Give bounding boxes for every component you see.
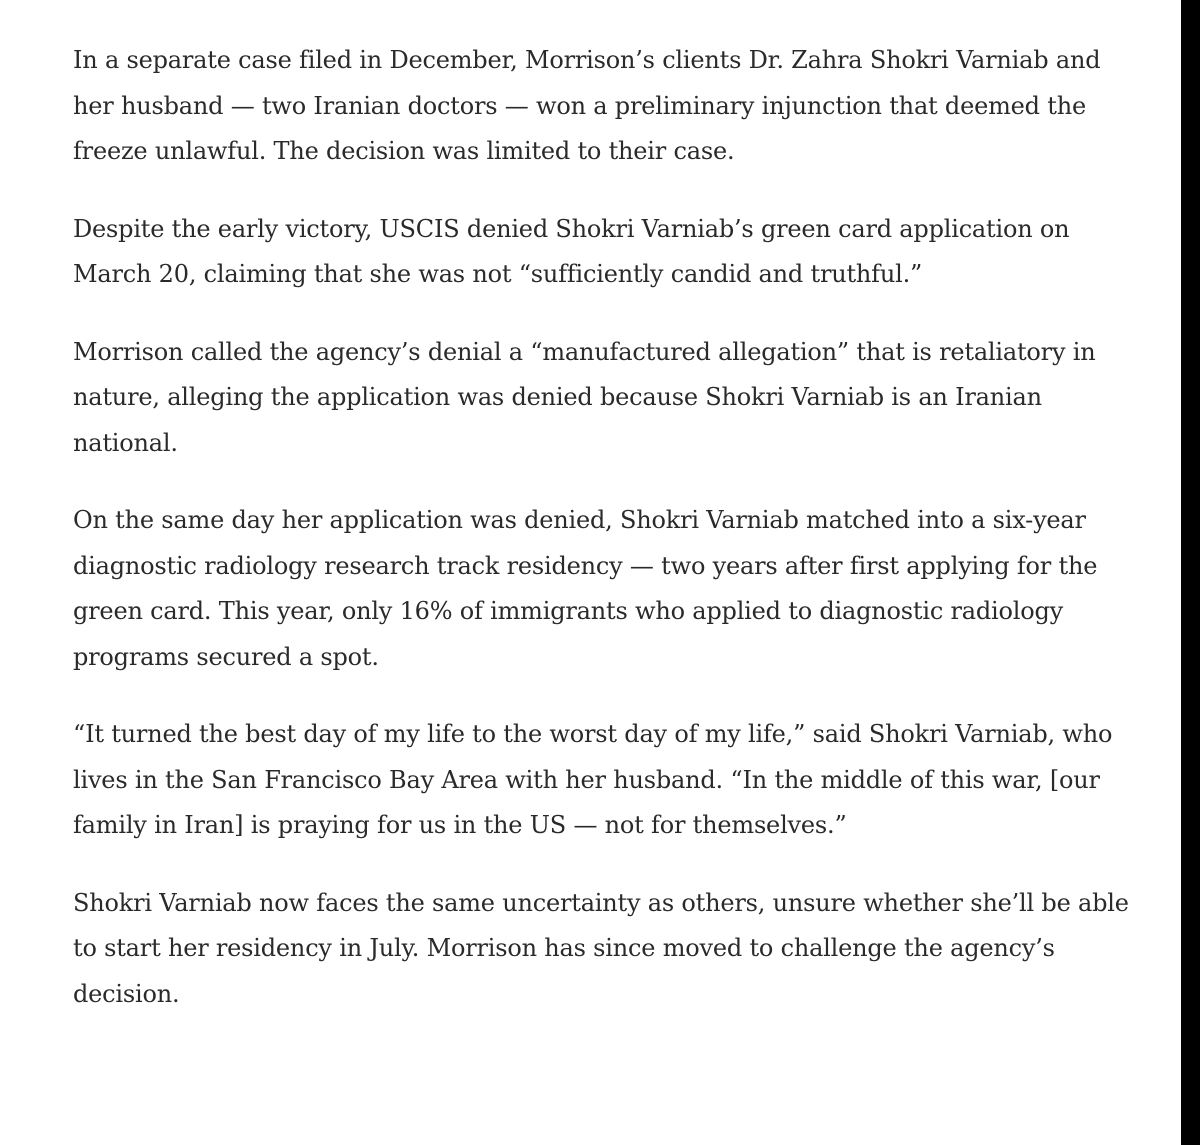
paragraph-line: green card. This year, only 16% of immigrants who applied to diagnostic radiology <box>73 597 1064 625</box>
paragraph-line: March 20, claiming that she was not “sufficiently candid and truthful.” <box>73 260 923 288</box>
paragraph-line: to start her residency in July. Morrison has since moved to challenge the agency’s <box>73 934 1055 962</box>
paragraph-line: Morrison called the agency’s denial a “manufactured allegation” that is retaliatory in <box>73 337 1096 366</box>
paragraph-line: family in Iran] is praying for us in the US — not for themselves.” <box>73 811 847 839</box>
paragraph-line: Despite the early victory, USCIS denied Shokri Varniab’s green card application on <box>73 214 1070 243</box>
paragraph-line: her husband — two Iranian doctors — won a preliminary injunction that deemed the <box>73 91 1086 120</box>
paragraph-line: national. <box>73 428 178 457</box>
paragraph-line: programs secured a spot. <box>73 642 379 671</box>
paragraph-separate-case <box>73 38 1168 175</box>
article-body <box>73 38 1168 1049</box>
paragraph-denial <box>73 207 1168 298</box>
paragraph-line: On the same day her application was denied, Shokri Varniab matched into a six-year <box>73 506 1086 534</box>
paragraph-residency-match <box>73 498 1168 680</box>
paragraph-uncertainty <box>73 881 1168 1018</box>
paragraph-line: decision. <box>73 979 180 1008</box>
paragraph-allegation <box>73 330 1168 467</box>
paragraph-line: lives in the San Francisco Bay Area with her husband. “In the middle of this war, [our <box>73 765 1100 794</box>
paragraph-quote <box>73 712 1168 849</box>
paragraph-line: freeze unlawful. The decision was limited to their case. <box>73 137 735 165</box>
paragraph-line: diagnostic radiology research track residency — two years after first applying for the <box>73 551 1098 580</box>
paragraph-line: In a separate case filed in December, Morrison’s clients Dr. Zahra Shokri Varniab and <box>73 46 1101 74</box>
paragraph-line: “It turned the best day of my life to the worst day of my life,” said Shokri Varniab, who <box>73 720 1113 748</box>
paragraph-line: nature, alleging the application was denied because Shokri Varniab is an Iranian <box>73 383 1042 411</box>
paragraph-line: Shokri Varniab now faces the same uncertainty as others, unsure whether she’ll be able <box>73 888 1129 917</box>
